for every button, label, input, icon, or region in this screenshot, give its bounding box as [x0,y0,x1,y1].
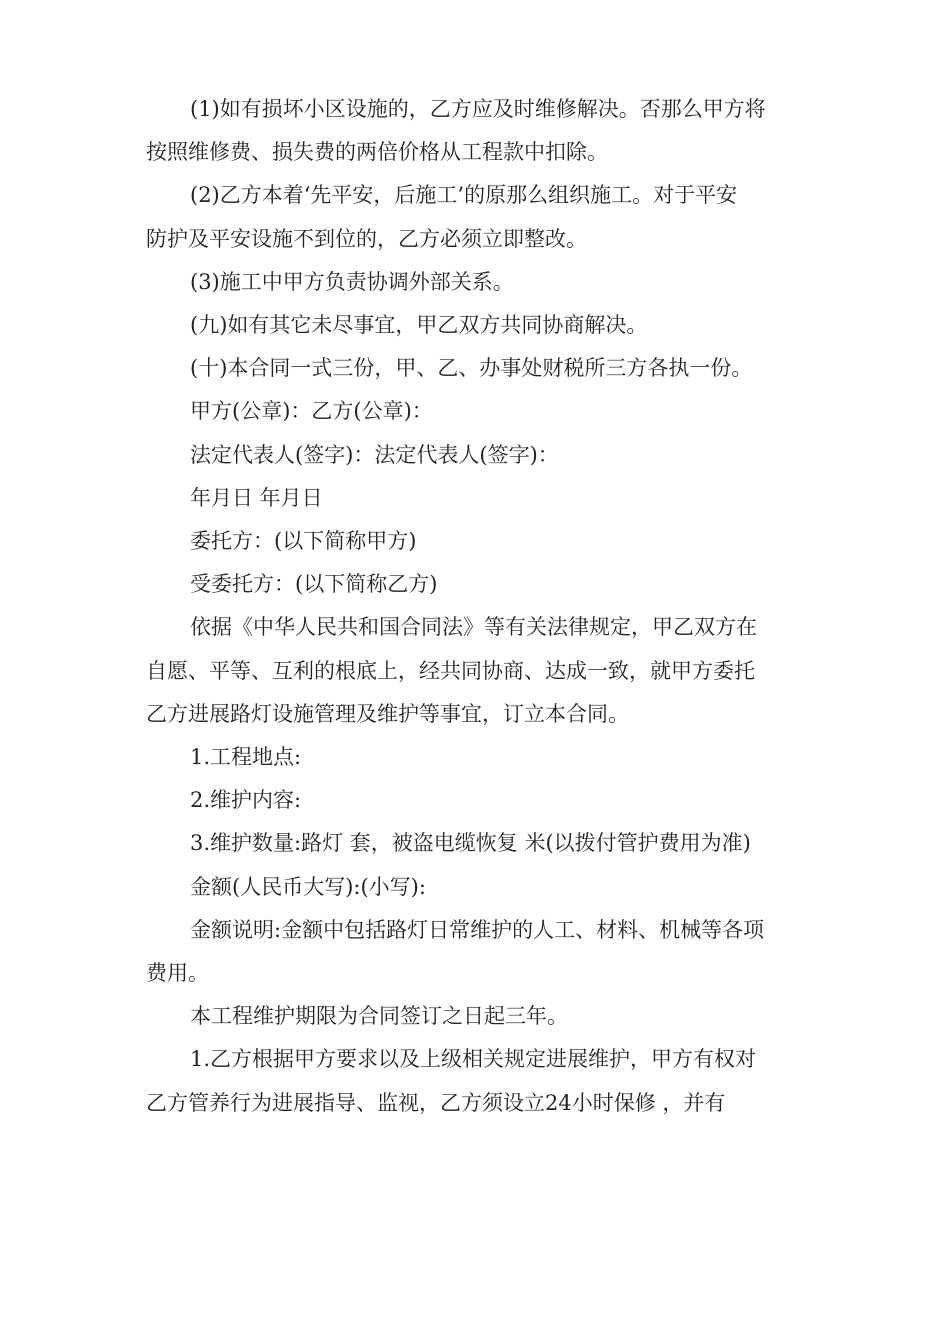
paragraph-line: 防护及平安设施不到位的，乙方必须立即整改。 [146,226,587,251]
signature-party-line: 甲方(公章)：乙方(公章)： [190,399,433,424]
paragraph-line: 金额说明:金额中包括路灯日常维护的人工、材料、机械等各项 [190,917,765,942]
paragraph-line: 乙方管养行为进展指导、监视，乙方须设立24小时保修 ，并有 [146,1090,726,1115]
list-item: 3.维护数量:路灯 套，被盗电缆恢复 米(以拨付管护费用为准) [190,831,751,856]
paragraph-line: 乙方进展路灯设施管理及维护等事宜，订立本合同。 [146,701,629,726]
signature-representative-line: 法定代表人(签字)：法定代表人(签字)： [190,442,559,467]
list-item: 2.维护内容: [190,788,302,813]
paragraph-line: 自愿、平等、互利的根底上，经共同协商、达成一致，就甲方委托 [146,658,755,683]
paragraph-line: (1)如有损坏小区设施的，乙方应及时维修解决。否那么甲方将 [190,97,766,121]
paragraph-line: 费用。 [146,961,209,986]
paragraph-line: 1.乙方根据甲方要求以及上级相关规定进展维护，甲方有权对 [190,1047,757,1072]
paragraph-line: 依据《中华人民共和国合同法》等有关法律规定，甲乙双方在 [190,615,757,640]
paragraph-line: (2)乙方本着‘先平安，后施工’的原那么组织施工。对于平安 [190,183,738,208]
list-item: 1.工程地点: [190,745,302,770]
paragraph-line: 按照维修费、损失费的两倍价格从工程款中扣除。 [146,140,608,165]
paragraph-line: 本工程维护期限为合同签订之日起三年。 [190,1004,568,1029]
paragraph-line: (九)如有其它未尽事宜，甲乙双方共同协商解决。 [190,313,648,338]
principal-party-line: 委托方：(以下简称甲方) [190,529,417,554]
paragraph-line: (十)本合同一式三份，甲、乙、办事处财税所三方各执一份。 [190,356,753,381]
amount-line: 金额(人民币大写):(小写): [190,874,426,899]
agent-party-line: 受委托方：(以下简称乙方) [190,572,438,597]
paragraph-line: (3)施工中甲方负责协调外部关系。 [190,269,514,294]
document-body [146,88,806,1125]
signature-date-line: 年月日 年月日 [190,485,323,510]
